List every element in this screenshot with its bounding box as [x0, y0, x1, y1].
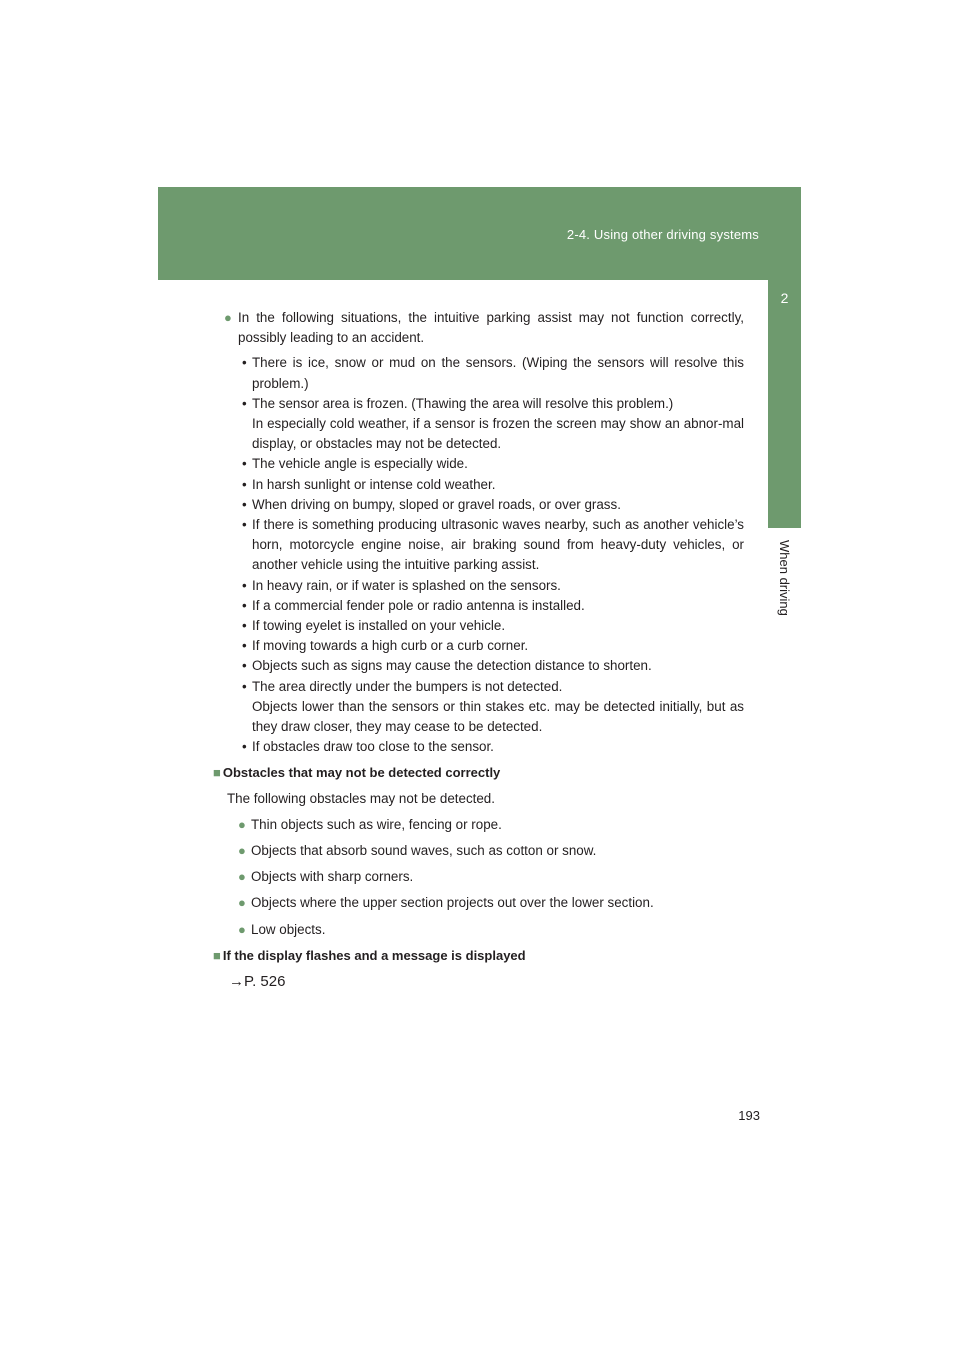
dot-bullet-icon: • [242, 638, 247, 654]
display-heading: ■ If the display flashes and a message is displayed [213, 947, 526, 963]
list-item: ● Objects that absorb sound waves, such as cotton or snow. [238, 841, 744, 861]
list-item: ● Low objects. [238, 920, 744, 940]
intro-bullet [224, 308, 744, 348]
list-item: • In heavy rain, or if water is splashed on the sensors. [238, 576, 744, 596]
dot-bullet-icon: • [242, 517, 247, 533]
list-item: ● Objects with sharp corners. [238, 867, 744, 887]
dot-bullet-icon: • [242, 476, 247, 492]
dot-bullet-icon: • [242, 618, 247, 634]
dot-bullet-icon: • [242, 496, 247, 512]
list-item: • There is ice, snow or mud on the sensors. (Wiping the sensors will resolve this problem.) [242, 355, 744, 391]
circle-bullet-icon: ● [238, 869, 246, 885]
situation-list [238, 353, 744, 757]
circle-bullet-icon: ● [238, 816, 246, 832]
list-item: • In harsh sunlight or intense cold weather. [238, 475, 744, 495]
obstacles-heading: ■ Obstacles that may not be detected correctly [213, 765, 501, 781]
list-item: • If moving towards a high curb or a curb corner. [238, 636, 744, 656]
dot-bullet-icon: • [242, 678, 247, 694]
list-item: • Objects such as signs may cause the detection distance to shorten. [238, 656, 744, 676]
header-band [158, 187, 801, 280]
intro-text: In the following situations, the intuitive parking assist may not function correctly, possibly leading to an accident. [238, 310, 744, 346]
list-item: • The area directly under the bumpers is not detected. Objects lower than the sensors or thin stakes etc. may be detected initially, but as they draw closer, they may cease to be detected. [242, 678, 744, 735]
list-item: ● Objects where the upper section projects out over the lower section. [238, 893, 744, 913]
chapter-number: 2 [780, 290, 789, 306]
list-item: ● Thin objects such as wire, fencing or rope. [238, 815, 744, 835]
section-title: 2-4. Using other driving systems [566, 227, 759, 242]
dot-bullet-icon: • [242, 739, 247, 755]
square-bullet-icon: ■ [213, 765, 221, 781]
list-item: • If obstacles draw too close to the sensor. [238, 737, 744, 757]
chapter-tab [768, 280, 801, 528]
dot-bullet-icon: • [242, 355, 247, 371]
circle-bullet-icon: ● [238, 921, 246, 937]
list-item: • The vehicle angle is especially wide. [238, 454, 744, 474]
list-item: • If towing eyelet is installed on your vehicle. [238, 616, 744, 636]
chapter-label-wrap [767, 540, 801, 660]
circle-bullet-icon: ● [224, 310, 232, 325]
square-bullet-icon: ■ [213, 947, 221, 963]
dot-bullet-icon: • [242, 658, 247, 674]
dot-bullet-icon: • [242, 395, 247, 411]
dot-bullet-icon: • [242, 456, 247, 472]
obstacles-intro: The following obstacles may not be detected. [227, 790, 495, 806]
page-reference-link[interactable]: →P. 526 [229, 973, 286, 991]
circle-bullet-icon: ● [238, 895, 246, 911]
list-item: • If a commercial fender pole or radio antenna is installed. [238, 596, 744, 616]
list-item: • If there is something producing ultrasonic waves nearby, such as another vehicle’s horn, motorcycle engine noise, air braking sound from heavy-duty vehicles, or another vehicle using the intuitive parking assist. [242, 517, 744, 573]
dot-bullet-icon: • [242, 597, 247, 613]
list-item: • When driving on bumpy, sloped or gravel roads, or over grass. [238, 495, 744, 515]
circle-bullet-icon: ● [238, 843, 246, 859]
dot-bullet-icon: • [242, 577, 247, 593]
list-item: • The sensor area is frozen. (Thawing the area will resolve this problem.) In especially cold weather, if a sensor is frozen the screen may show an abnor-mal display, or obstacles may not be detected. [242, 395, 744, 452]
chapter-label: When driving [777, 540, 792, 616]
page-content [213, 308, 744, 992]
page-number: 193 [738, 1108, 760, 1123]
